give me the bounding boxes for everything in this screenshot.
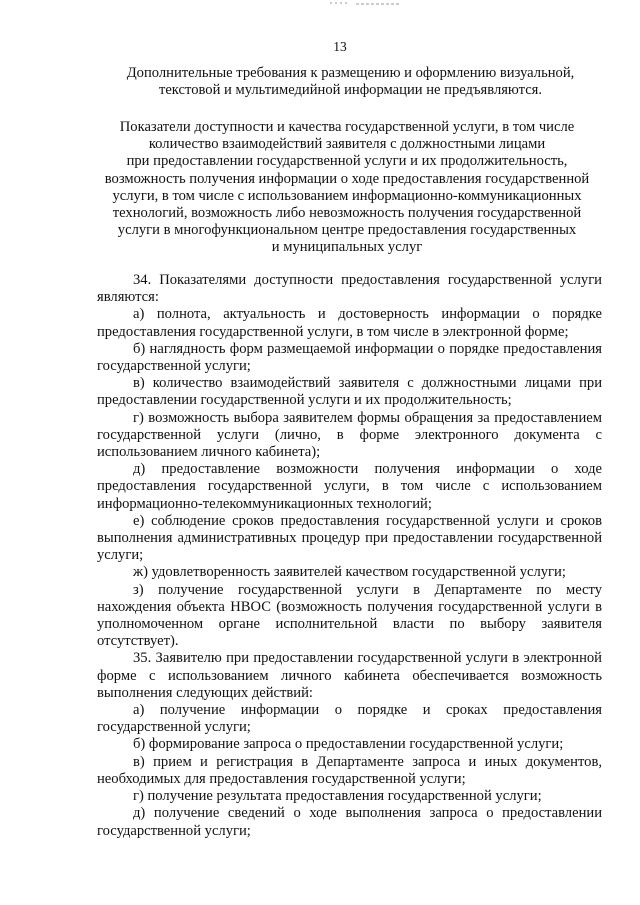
clause-35-lead: 35. Заявителю при предоставлении государственной услуги в электронной форме с использованием личного кабинета обеспечивается возможность выполнения следующих действий: — [97, 650, 602, 701]
scan-artifact — [330, 0, 410, 8]
section-heading — [82, 119, 612, 257]
clause-35-item: д) получение сведений о ходе выполнения запроса о предоставлении государственной услуги; — [97, 805, 602, 839]
clause-34-item: г) возможность выбора заявителем формы обращения за предоставлением государственной услуги (лично, в форме электронного документа с использованием личного кабинета); — [97, 409, 602, 461]
page-number: 13 — [333, 39, 347, 54]
clause-34-lead: 34. Показателями доступности предоставления государственной услуги являются: — [97, 272, 602, 306]
document-body — [97, 272, 602, 840]
clause-34-item: а) полнота, актуальность и достоверность информации о порядке предоставления государственной услуги, в том числе в электронной форме; — [97, 306, 602, 340]
clause-35-item: в) прием и регистрация в Департаменте запроса и иных документов, необходимых для предоставления государственной услуги; — [97, 753, 602, 787]
clause-35-item: б) формирование запроса о предоставлении государственной услуги; — [133, 736, 564, 753]
heading-line: и муниципальных услуг — [271, 239, 423, 256]
heading-line: услуги в многофункциональном центре предоставления государственных — [117, 222, 577, 239]
clause-34-item: в) количество взаимодействий заявителя с должностными лицами при предоставлении государственной услуги и их продолжительность; — [97, 375, 602, 409]
heading-line: при предоставлении государственной услуги и их продолжительность, — [126, 153, 568, 170]
clause-34-item: ж) удовлетворенность заявителей качеством государственной услуги; — [133, 564, 566, 581]
clause-34-item: з) получение государственной услуги в Департаменте по месту нахождения объекта НВОС (возможность получения государственной услуги в уполномоченном органе исполнительной власти по выбору заявителя отсутствует). — [97, 581, 602, 650]
heading-line: Показатели доступности и качества государственной услуги, в том числе — [119, 119, 575, 135]
intro-paragraph: Дополнительные требования к размещению и оформлению визуальной, текстовой и мультимедийной информации не предъявляются. — [126, 65, 575, 99]
heading-line: возможность получения информации о ходе предоставления государственной — [104, 170, 590, 187]
clause-35-item: а) получение информации о порядке и сроках предоставления государственной услуги; — [97, 702, 602, 736]
heading-line: технологий, возможность либо невозможность получения государственной — [112, 205, 582, 222]
clause-34-item: е) соблюдение сроков предоставления государственной услуги и сроков выполнения административных процедур при предоставлении государственной услуги; — [97, 512, 602, 564]
heading-line: количество взаимодействий заявителя с должностными лицами — [148, 136, 546, 153]
clause-34-item: б) наглядность форм размещаемой информации о порядке предоставления государственной услуги; — [97, 340, 602, 375]
heading-line: услуги, в том числе с использованием информационно-коммуникационных — [112, 187, 582, 204]
clause-35-item: г) получение результата предоставления государственной услуги; — [133, 788, 542, 805]
clause-34-item: д) предоставление возможности получения информации о ходе предоставления государственной услуги, в том числе с использованием информационно-телекоммуникационных технологий; — [97, 461, 602, 512]
